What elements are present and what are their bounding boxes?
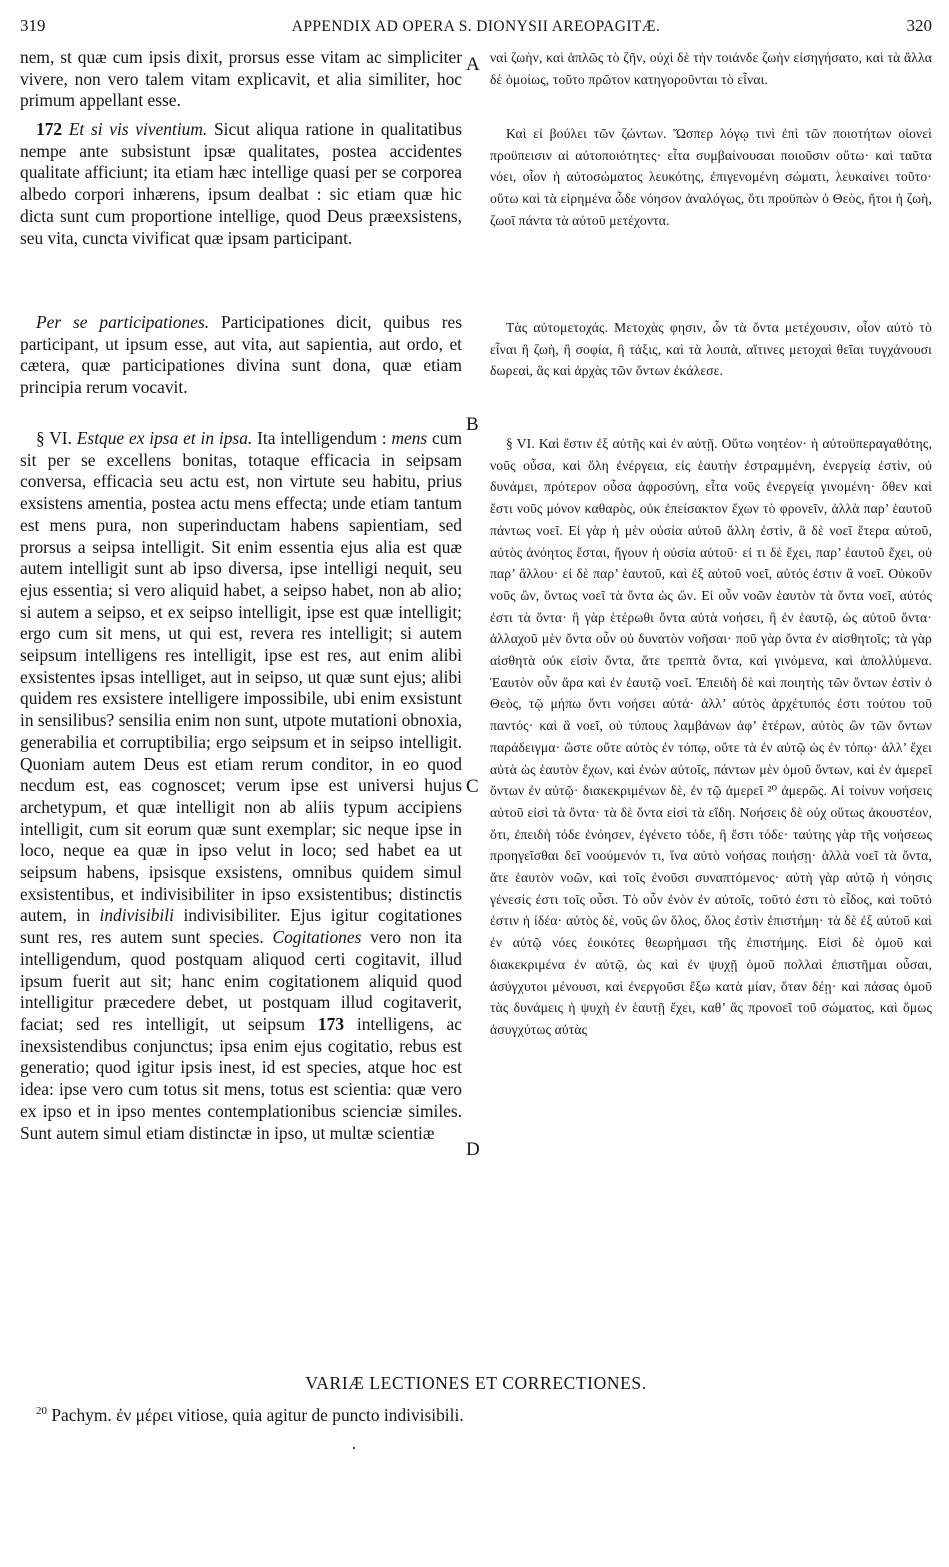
page-number-right: 320 <box>906 16 932 35</box>
latin-block-4 <box>20 428 462 1144</box>
lemma: Estque ex ipsa et in ipsa. <box>76 428 253 448</box>
latin-block-3 <box>20 312 462 399</box>
printer-mark <box>353 1447 355 1449</box>
variae-lectiones-heading: VARIÆ LECTIONES ET CORRECTIONES. <box>305 1373 647 1393</box>
lemma: Per se participationes. <box>36 312 210 332</box>
margin-letter-b: B <box>466 414 479 435</box>
greek-block-1 <box>490 47 932 90</box>
latin-paragraph: Per se participationes. Participationes dicit, quibus res participant, ut ipsum esse, aut vita, aut sapientia, aut ordo, et cætera, quæ participationes divina sunt dona, quæ etiam principia rerum vocavit. <box>20 312 462 398</box>
footnote <box>36 1405 916 1426</box>
footnote-text: Pachym. ἐν μέρει vitiose, quia agitur de puncto indivisibili. <box>47 1405 464 1425</box>
greek-paragraph: Τὰς αὐτομετοχάς. Μετοχὰς φησιν, ὧν τὰ ὄντα μετέχουσιν, οἷον αὐτὸ τὸ εἶναι ἢ ζωὴ, ἢ σοφία, ἢ τάξις, καὶ τὰ λοιπὰ, αἵτινες μετοχαὶ θεῖαι τυγχάνουσι δωρεαὶ, ἃς καὶ ἀρχὰς τῶν ὄντων ἐκάλεσε. <box>490 320 932 379</box>
greek-paragraph: Καὶ εἰ βούλει τῶν ζώντων. Ὥσπερ λόγῳ τινὶ ἐπὶ τῶν ποιοτήτων οἱονεὶ προϋπεισιν αἱ αὐτοποιότητες· εἶτα συμβαίνουσαι ποιοῦσιν οὕτω· καὶ ταῦτα νόει, οἷον ἡ αὐτοσώματος λευκότης, ἐπιγενομένη σώματι, λευκαίνει τοῦτο· οὕτω καὶ τὰ εἰρημένα ὧδε νόησον ἀναλόγως, ὅτι προϋπὼν ὁ Θεὸς, ἤτοι ἡ ζωὴ, ζωοῖ πάντα τὰ αὐτοῦ μετέχοντα. <box>490 126 932 228</box>
latin-paragraph: § VI. Estque ex ipsa et in ipsa. Ita intelligendum : mens cum sit per se excellens bonitas, totaque efficacia in seipsam conversa, efficacia seu actu est, non virtute seu habitu, prius exsistens amentia, postea actu mens effecta; unde etiam tantum est mens pura, non superinductam habens sapientiam, sed prorsus a seipsa intelligit. Sit enim essentia ejus alia est quæ autem intelligit sunt ab ipso diversa, ipse intelligi nequit, seu ejus essentia; si vero aliquid habet, a seipso habet, non ab alio; si autem a seipso, et ex seipso intelligit, ipse est quæ intelligit; ergo cum sit mens, ut qui est, revera res intelligit; si autem seipsum intelligens res intelligit, ipse est res, aut enim alibi exsistentes ipsas intelliget, aut in seipso, ut quæ sunt ejus; alibi quidem res exsistere intelligere impossibile, ubi enim exsistunt in sensilibus? sensilia enim non sunt, utpote mutationi obnoxia, generabilia et corruptibilia; ergo seipsum et in seipso intelligit. Quoniam autem Deus est etiam rerum conditor, in eo quod necdum est, eas cognoscet; verum ipse est universi hujus archetypum, et quæ intelligit non ab aliis typum accipiens intelligit, cum sit eorum quæ sunt exemplar; sic neque ipse in loco, neque ea quæ in ipso velut in loco; sed habet ea ut seipsum habens, ipsisque exsistens, omnibus quidem simul exsistentibus, et indivisibiliter in ipso exsistentibus; distinctis autem, in indivisibili indivisibiliter. Ejus igitur cogitationes sunt res, res autem sunt species. Cogitationes vero non ita intelligendum, quod postquam aliquod certi cogitavit, illud ipsum fuerit aut sit; hanc enim cogitationem aliquid quod intelligitur præcedere debet, ut postquam illud cogitaverit, faciat; sed res intelligit, ut seipsum 173 intelligens, ac inexsistendibus conjunctus; ipsa enim ejus cogitatio, rebus est generatio; quod igitur ipsis inest, id est species, atque hoc est idea: ipse vero cum totus sit mens, totus est scientia: quæ vero ex ipso et in ipso mentes contemplationibus scienciæ similes. Sunt autem simul etiam distinctæ in ipso, ut multæ scientiæ <box>20 428 462 1143</box>
margin-letter-c: C <box>466 776 479 797</box>
margin-letter-d: D <box>466 1139 480 1160</box>
column-number: 173 <box>317 1013 345 1034</box>
latin-paragraph: nem, st quæ cum ipsis dixit, prorsus esse vitam ac simpliciter vivere, non vero talem vitam explicavit, et alia similiter, hoc primum appellant esse. <box>20 47 462 111</box>
page-number-left: 319 <box>20 16 46 35</box>
column-number: 172 <box>36 119 63 139</box>
greek-block-4 <box>490 433 932 1041</box>
latin-paragraph: 172 Et si vis viventium. Sicut aliqua ratione in qualitatibus nempe ante subsistunt ipsæ qualitates, postea accidentes qualitate afficiunt; ita etiam hæc intellige quasi per se corporea albedo corpori inhærens, ipsum dealbat : sic etiam quæ hic dicta sunt cum proportione intellige, quod Deus præexsistens, seu vita, cuncta vivificat quæ ipsam participant. <box>20 119 462 248</box>
lemma: Et si vis viventium. <box>68 119 208 139</box>
greek-paragraph: § VI. Καὶ ἔστιν ἐξ αὐτῆς καὶ ἐν αὐτῇ. Οὕτω νοητέον· ἡ αὐτοϋπεραγαθότης, νοῦς οὖσα, καὶ ὅλη ἐνέργεια, εἰς ἑαυτὴν ἐστραμμένη, ἐνεργείᾳ ἐστὶν, οὐ δυνάμει, πρότερον οὖσα ἀφροσύνη, εἶτα νοῦς ἐνεργείᾳ γινομένη· ὅθεν καὶ ἔστι νοῦς μόνον καθαρὸς, οὐκ ἐπείσακτον ἔχων τὸ φρονεῖν, ἀλλὰ παρ’ ἑαυτοῦ πάντως νοεῖ. Εἰ γὰρ ἡ μὲν οὐσία αὐτοῦ ἄλλη ἐστὶν, ἃ δὲ νοεῖ ἕτερα αὐτοῦ, αὐτὸς ἀνόητος ἔσται, ἤγουν ἡ οὐσία αὐτοῦ· εἰ τι δὲ ἔχει, παρ’ ἑαυτοῦ ἔχει, οὐ παρ’ ἄλλου· εἰ δὲ παρ’ ἑαυτοῦ, καὶ ἐξ αὐτοῦ νοεῖ, αὐτός ἐστιν ἃ νοεῖ. Οὐκοῦν νοῦς ὢν, ὄντως νοεῖ τὰ ὄντα ὡς ὤν. Εἰ οὖν νοῶν ἑαυτὸν τὰ ὄντα νοεῖ, αὐτός ἐστι τὰ ὄντα· ἢ γὰρ ἑτέρωθι ὄντα αὐτὰ νοήσει, ἢ ἐν ἑαυτῷ, ὡς αὐτοῦ ὄντα· ἀλλαχοῦ μὲν ὄντα οὖν οὐ δυνατὸν νοῆσαι· ποῦ γὰρ ὄντα ἐν αἰσθητοῖς; τὰ γὰρ αἰσθητὰ οὐκ εἰσὶν ὄντα, ἅτε τρεπτὰ ὄντα, καὶ γινόμενα, καὶ ἀπολλύμενα. Ἑαυτὸν οὖν ἄρα καὶ ἐν ἑαυτῷ νοεῖ. Ἐπειδὴ δὲ καὶ ποιητὴς τῶν ὄντων ἐστὶν ὁ Θεὸς, τῷ μήπω ὄντι νοήσει αὐτά· ἀλλ’ αὐτὸς ἀρχέτυπός ἐστι τούτου τοῦ παντός· καὶ ἃ νοεῖ, οὐ τύπους λαμβάνων ἀφ’ ἑτέρων, αὐτὸς ὢν τῶν ὄντων παράδειγμα· ὥστε οὔτε αὐτὸς ἐν τόπῳ, οὔτε τὰ ἐν αὐτῷ ὡς ἐν τόπῳ· ἀλλ’ ἔχει αὐτὰ ὡς ἑαυτὸν ἔχων, καὶ ἐνὼν αὐτοῖς, πάντων μὲν ὁμοῦ ὄντων, καὶ ἐν ἀμερεῖ ὄντων ἐν αὐτῷ· διακεκριμένων δὲ, ἐν τῷ ἀμερεῖ ²⁰ ἀμερῶς. Αἱ τοίνυν νοήσεις αὐτοῦ εἰσὶ τὰ ὄντα· τὰ δὲ ὄντα εἰσὶ τὰ εἴδη. Νοήσεις δὲ οὐχ οὕτως ἀκουστέον, ὅτι, ἐπειδὴ τόδε ἐνόησεν, ἐγένετο τόδε, ἢ ἔστι τόδε· ταύτης γὰρ τῆς νοήσεως προηγεῖσθαι δεῖ νοούμενόν τι, ἵνα αὐτὸ νοήσας ποιήσῃ· ἀλλὰ νοεῖ τὰ ὄντα, ἅτε ἑαυτὸν νοῶν, καὶ τοῖς ἐνοῦσι συναπτόμενος· αὐτὴ γὰρ αὐτῷ ἡ νόησις γένεσίς ἐστι τοῖς οὖσι. Τὸ οὖν ἐνὸν ἐν αὐτοῖς, τοῦτό ἐστι τὸ εἶδος, καὶ τοῦτό ἐστιν ἡ ἰδέα· αὐτὸς δὲ, νοῦς ὢν ὅλος, ὅλος ἐστὶν ἐπιστήμη· τὰ δὲ ἐξ αὐτοῦ καὶ ἐν αὐτῷ νόες ἐοικότες θεωρήμασι τῆς ἐπιστήμης. Εἰσὶ δὲ ὁμοῦ καὶ διακεκριμένα ἐν αὐτῷ, ὡς καὶ ἐν ψυχῇ ὁμοῦ πολλαὶ ἐπιστῆμαι οὖσαι, ἀσύγχυτοι μένουσι, καὶ ἐνεργοῦσι ἔξω κατὰ μίαν, ὅταν δέῃ· καὶ πάσας ὁμοῦ τὰς δυνάμεις ἡ ψυχὴ ἐν ἑαυτῇ ἔχει, καθ’ ἃς προνοεῖ τοῦ σώματος, καὶ ὅμως ἀσυγχύτως αὐτὰς <box>490 436 932 1037</box>
footnote-number: 20 <box>36 1405 47 1418</box>
latin-block-2 <box>20 119 462 249</box>
greek-block-2 <box>490 123 932 232</box>
margin-letter-a: A <box>466 54 480 75</box>
latin-block-1 <box>20 47 462 112</box>
running-title: APPENDIX AD OPERA S. DIONYSII AREOPAGITÆ. <box>291 18 661 35</box>
page-header <box>20 16 932 40</box>
greek-paragraph: ναὶ ζωὴν, καὶ ἁπλῶς τὸ ζῆν, οὐχὶ δὲ τὴν τοιάνδε ζωὴν εἰσηγήσατο, καὶ τὰ ἄλλα δὲ ὁμοίως, τοῦτο πρῶτον κατηγοροῦνται τὸ εἶναι. <box>490 50 932 87</box>
greek-block-3 <box>490 317 932 382</box>
